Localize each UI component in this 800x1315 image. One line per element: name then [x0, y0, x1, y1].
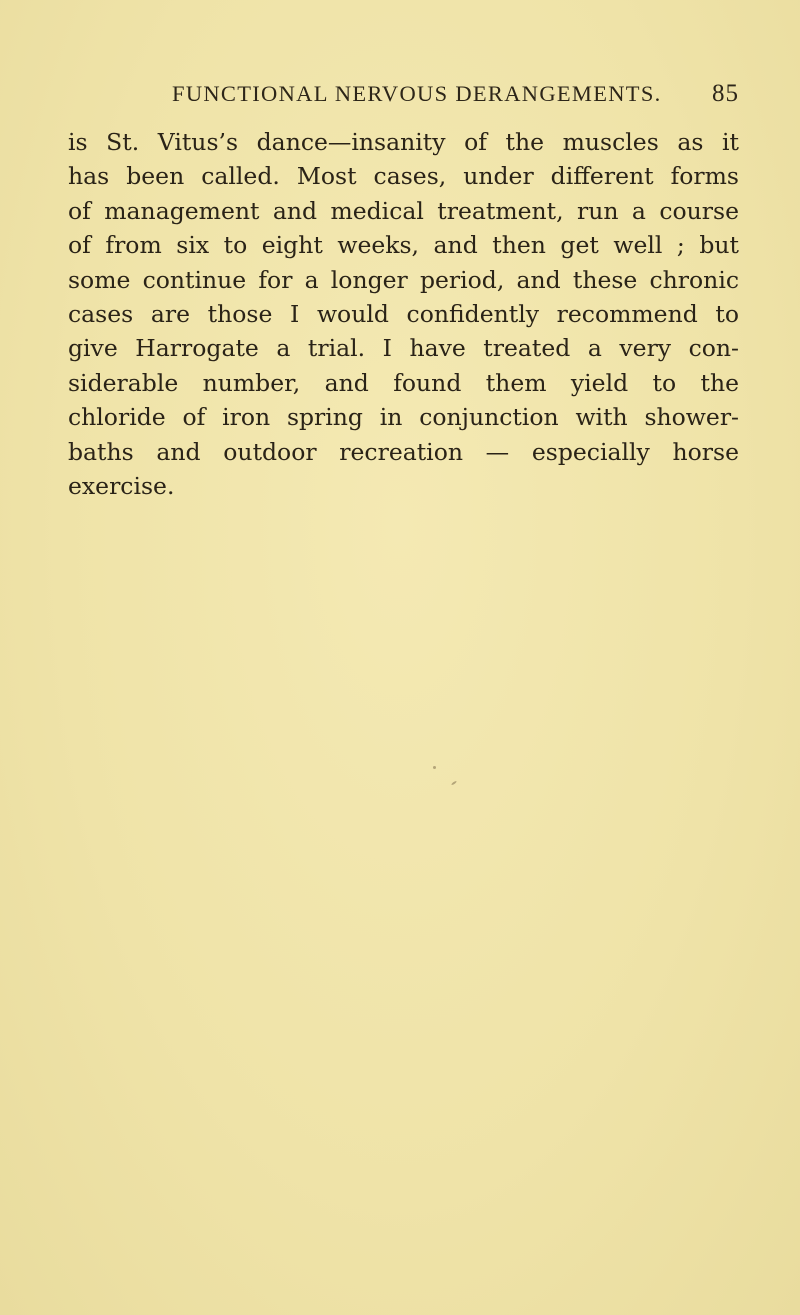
body-paragraph — [68, 125, 739, 503]
running-head — [172, 80, 739, 108]
running-head-title: FUNCTIONAL NERVOUS DERANGEMENTS. — [172, 81, 662, 106]
paper-speck — [433, 766, 436, 769]
text-line: cases are those I would confidently recommend to — [68, 299, 739, 328]
text-line: baths and outdoor recreation — especially horse — [68, 437, 739, 466]
text-line: of from six to eight weeks, and then get well ; but — [68, 231, 739, 260]
text-line: exercise. — [68, 471, 175, 500]
text-line: some continue for a longer period, and these chronic — [68, 265, 739, 294]
text-line: is St. Vitus’s dance—insanity of the muscles as it — [68, 128, 739, 156]
text-line: siderable number, and found them yield to the — [68, 368, 739, 397]
text-line: has been called. Most cases, under different forms — [68, 162, 739, 191]
text-line: give Harrogate a trial. I have treated a very con- — [68, 334, 739, 363]
paper-speck — [451, 780, 457, 785]
text-line: chloride of iron spring in conjunction with shower- — [68, 403, 739, 432]
text-line: of management and medical treatment, run a course — [68, 196, 739, 225]
page-number: 85 — [712, 80, 739, 107]
